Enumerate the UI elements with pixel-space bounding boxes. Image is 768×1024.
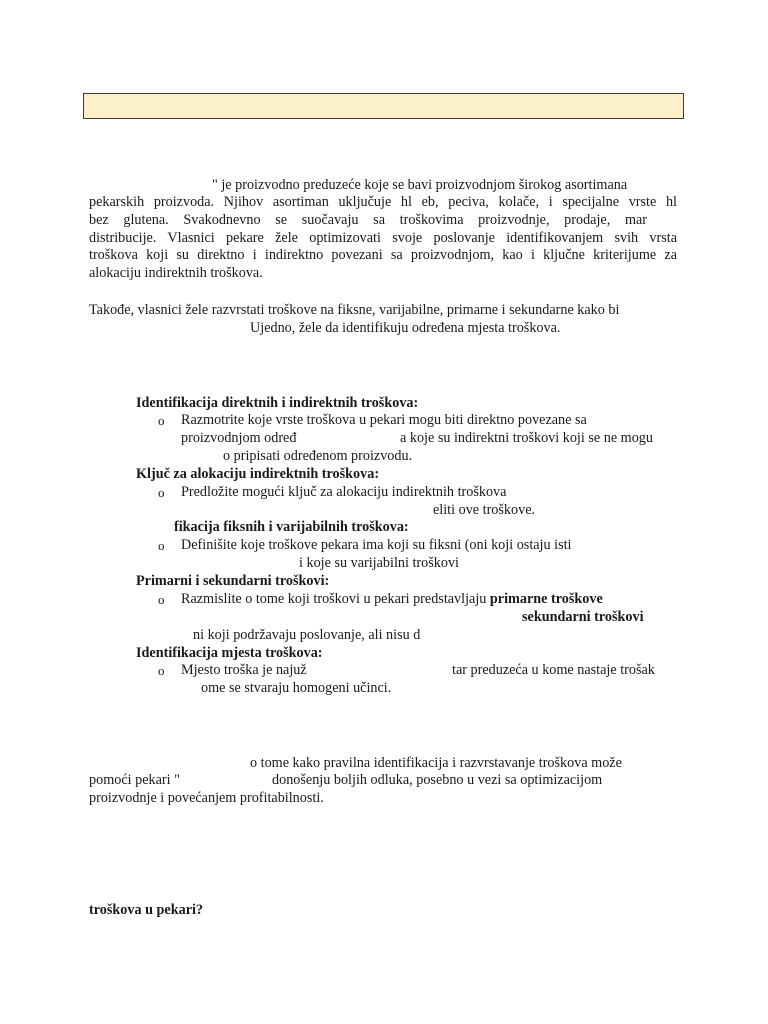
task-text: tar preduzeća u kome nastaje trošak bbox=[452, 662, 655, 678]
task-text: i koje su varijabilni troškovi bbox=[299, 555, 459, 571]
task-text: a koje su indirektni troškovi koji se ne mogu bbox=[400, 430, 653, 446]
para2-line: Takođe, vlasnici žele razvrstati troškove na fiksne, varijabilne, primarne i sekundarne kako bi bbox=[89, 302, 620, 318]
bullet-icon: o bbox=[158, 663, 165, 678]
task-text: Mjesto troška je najuž bbox=[181, 662, 307, 678]
intro-line: distribucije. Vlasnici pekare žele optimizovati svoje poslovanje identifikovanjem svih vrsta bbox=[89, 230, 677, 246]
bullet-icon: o bbox=[158, 538, 165, 553]
intro-line: pekarskih proizvoda. Njihov asortiman uključuje hl eb, peciva, kolače, i specijalne vrste hl bbox=[89, 194, 677, 210]
intro-line: alokaciju indirektnih troškova. bbox=[89, 265, 263, 281]
conclusion-line: proizvodnje i povećanjem profitabilnosti. bbox=[89, 790, 324, 806]
task-heading: fikacija fiksnih i varijabilnih troškova: bbox=[174, 519, 409, 535]
task-text: eliti ove troškove. bbox=[433, 502, 536, 518]
task-text: Definišite koje troškove pekara ima koji su fiksni (oni koji ostaju isti bbox=[181, 537, 572, 553]
task-text-bold: primarne troškove bbox=[489, 591, 603, 607]
task-heading: Identifikacija mjesta troškova: bbox=[136, 645, 323, 661]
task-heading: Ključ za alokaciju indirektnih troškova: bbox=[136, 466, 380, 482]
task-text-bold: sekundarni troškovi bbox=[522, 609, 644, 625]
task-text-part: Razmislite o tome koji troškovi u pekari predstavljaju bbox=[181, 591, 490, 607]
task-text: proizvodnjom određ bbox=[181, 430, 297, 446]
conclusion-line: donošenju boljih odluka, posebno u vezi sa optimizacijom bbox=[272, 772, 603, 788]
conclusion-line: o tome kako pravilna identifikacija i razvrstavanje troškova može bbox=[250, 755, 622, 771]
task-heading: Identifikacija direktnih i indirektnih troškova: bbox=[136, 395, 419, 411]
bullet-icon: o bbox=[158, 413, 165, 428]
footer-question: troškova u pekari? bbox=[89, 902, 204, 918]
bullet-icon: o bbox=[158, 485, 165, 500]
para2-line: Ujedno, žele da identifikuju određena mjesta troškova. bbox=[250, 320, 561, 336]
task-text: ni koji podržavaju poslovanje, ali nisu d bbox=[193, 627, 421, 643]
bullet-icon: o bbox=[158, 592, 165, 607]
task-text bbox=[181, 591, 603, 608]
intro-line: bez glutena. Svakodnevno se suočavaju sa troškovima proizvodnje, prodaje, mar bbox=[89, 212, 647, 228]
task-text: o pripisati određenom proizvodu. bbox=[223, 448, 413, 464]
intro-line: " je proizvodno preduzeće koje se bavi proizvodnjom širokog asortimana bbox=[212, 177, 628, 193]
conclusion-line: pomoći pekari " bbox=[89, 772, 180, 788]
task-text: Predložite mogući ključ za alokaciju indirektnih troškova bbox=[181, 484, 507, 500]
task-text: ome se stvaraju homogeni učinci. bbox=[201, 680, 392, 696]
task-text: Razmotrite koje vrste troškova u pekari mogu biti direktno povezane sa bbox=[181, 412, 587, 428]
intro-line: troškova koji su direktno i indirektno povezani sa proizvodnjom, kao i ključne kriterijume za bbox=[89, 247, 677, 263]
title-banner bbox=[83, 93, 684, 119]
task-heading: Primarni i sekundarni troškovi: bbox=[136, 573, 330, 589]
